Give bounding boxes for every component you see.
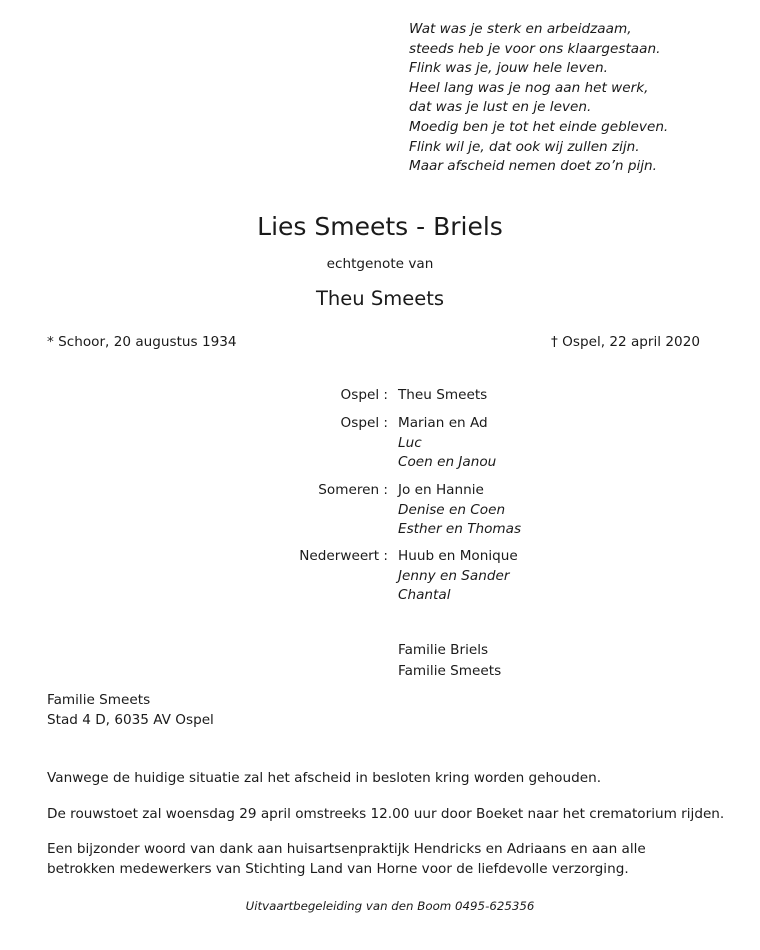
relation-label: echtgenote van bbox=[326, 256, 434, 272]
relatives bbox=[398, 640, 501, 682]
grandchild: Chantal bbox=[398, 587, 451, 603]
grandchild: Luc bbox=[398, 434, 422, 451]
family-group bbox=[0, 547, 760, 606]
grandchild: Coen en Janou bbox=[398, 454, 497, 470]
family-place: Ospel : bbox=[340, 387, 388, 403]
family-names bbox=[398, 386, 760, 406]
poem bbox=[409, 20, 668, 177]
poem-line: Flink wil je, dat ook wij zullen zijn. bbox=[409, 138, 640, 155]
poem-line: Maar afscheid nemen doet zo’n pijn. bbox=[409, 158, 657, 175]
address-line: Stad 4 D, 6035 AV Ospel bbox=[47, 711, 214, 728]
relative-family: Familie Smeets bbox=[398, 663, 502, 679]
undertaker-credit: Uitvaartbegeleiding van den Boom 0495-625356 bbox=[245, 899, 535, 913]
family-member: Theu Smeets bbox=[398, 387, 488, 403]
thanks-notice bbox=[47, 840, 717, 879]
family-group bbox=[0, 386, 760, 406]
birth-date: * Schoor, 20 augustus 1934 bbox=[47, 334, 237, 350]
family-place: Nederweert : bbox=[299, 548, 388, 564]
deceased-name: Lies Smeets - Briels bbox=[257, 212, 503, 241]
poem-line: steeds heb je voor ons klaargestaan. bbox=[409, 40, 661, 57]
notice-text: betrokken medewerkers van Stichting Land van Horne voor de liefdevolle verzorging. bbox=[47, 860, 629, 877]
poem-line: Moedig ben je tot het einde gebleven. bbox=[409, 118, 669, 135]
spouse-name: Theu Smeets bbox=[316, 287, 444, 310]
poem-line: Flink was je, jouw hele leven. bbox=[409, 60, 608, 77]
family-place: Someren : bbox=[318, 482, 388, 498]
grandchild: Jenny en Sander bbox=[398, 567, 510, 584]
family-member: Huub en Monique bbox=[398, 548, 518, 564]
notice-text: De rouwstoet zal woensdag 29 april omstreeks 12.00 uur door Boeket naar het crematorium rijden. bbox=[47, 806, 725, 822]
grandchild: Esther en Thomas bbox=[398, 521, 522, 537]
family-place: Ospel : bbox=[340, 415, 388, 431]
relative-family: Familie Briels bbox=[398, 642, 489, 658]
family-names bbox=[398, 547, 760, 606]
family-member: Marian en Ad bbox=[398, 415, 488, 431]
family-group bbox=[0, 414, 760, 473]
family-names bbox=[398, 414, 760, 473]
address-line: Familie Smeets bbox=[47, 692, 151, 708]
procession-notice bbox=[47, 805, 725, 825]
poem-line: Wat was je sterk en arbeidzaam, bbox=[409, 21, 632, 37]
family-member: Jo en Hannie bbox=[398, 482, 484, 498]
death-date: † Ospel, 22 april 2020 bbox=[551, 334, 700, 350]
family-group bbox=[0, 481, 760, 540]
family-names bbox=[398, 481, 760, 540]
notice-text: Vanwege de huidige situatie zal het afscheid in besloten kring worden gehouden. bbox=[47, 770, 602, 786]
notice-text: Een bijzonder woord van dank aan huisartsenpraktijk Hendricks en Adriaans en aan alle bbox=[47, 841, 646, 857]
poem-line: Heel lang was je nog aan het werk, bbox=[409, 79, 649, 96]
correspondence-address bbox=[47, 691, 214, 730]
grandchild: Denise en Coen bbox=[398, 501, 506, 518]
poem-line: dat was je lust en je leven. bbox=[409, 99, 592, 116]
farewell-notice bbox=[47, 769, 717, 789]
